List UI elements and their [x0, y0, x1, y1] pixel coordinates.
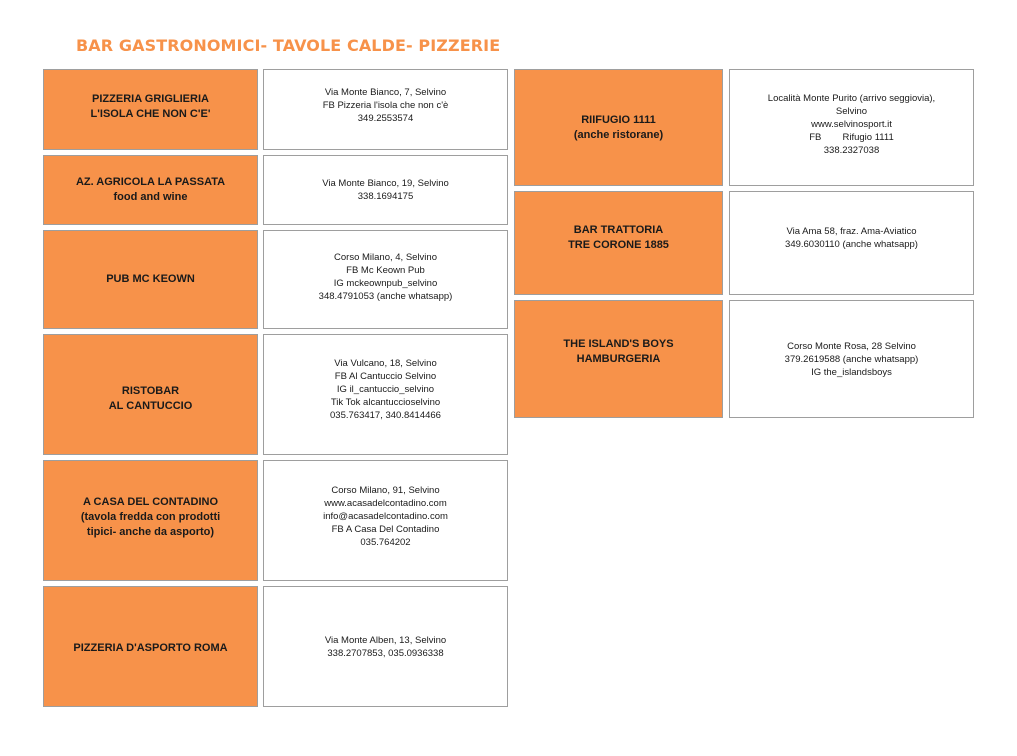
- venue-name-line: (anche ristorane): [573, 128, 664, 141]
- venue-info-cell-rifugio: [729, 69, 974, 186]
- venue-name-line: (tavola fredda con prodotti: [80, 511, 221, 523]
- venue-name-cell-roma: [43, 586, 258, 707]
- venue-instagram: IG the_islandsboys: [811, 366, 892, 378]
- venue-address: Via Monte Bianco, 19, Selvino: [322, 178, 449, 189]
- venue-address: Via Monte Alben, 13, Selvino: [324, 634, 447, 646]
- venue-address: Via Monte Bianco, 7, Selvino: [324, 87, 447, 98]
- venue-address: Corso Milano, 91, Selvino: [331, 485, 440, 496]
- venue-name-line: food and wine: [113, 191, 188, 203]
- venue-name-cell-cantuccio: [43, 334, 258, 455]
- venue-name-cell-isola: [43, 69, 258, 150]
- venue-name-cell-islands-boys: [514, 300, 723, 418]
- venue-phone: 338.2707853, 035.0936338: [327, 647, 444, 659]
- venue-name-line: HAMBURGERIA: [576, 353, 661, 365]
- venue-name-line: TRE CORONE 1885: [568, 239, 669, 251]
- venue-name-line: A CASA DEL CONTADINO: [82, 496, 219, 508]
- venue-info-cell-roma: [263, 586, 508, 707]
- venue-info-cell-passata: [263, 155, 508, 225]
- venue-name-cell-rifugio: [514, 69, 723, 186]
- venue-name-cell-passata: [43, 155, 258, 225]
- venue-name-cell-tre-corone: [514, 191, 723, 295]
- page-title: BAR GASTRONOMICI- TAVOLE CALDE- PIZZERIE: [76, 36, 501, 55]
- venue-phone: 035.764202: [360, 537, 411, 548]
- venue-facebook: FB Pizzeria l'isola che non c'è: [322, 100, 449, 111]
- venue-name-line: L'ISOLA CHE NON C'E': [90, 107, 211, 120]
- venue-name-line: THE ISLAND'S BOYS: [563, 338, 674, 350]
- venue-facebook: FB A Casa Del Contadino: [331, 524, 440, 535]
- venue-name-line: RISTOBAR: [121, 384, 180, 397]
- venue-phone: 349.6030110 (anche whatsapp): [785, 239, 918, 250]
- venue-name-cell-contadino: [43, 460, 258, 581]
- venue-instagram: IG mckeownpub_selvino: [333, 277, 438, 289]
- venue-phone: 379.2619588 (anche whatsapp): [784, 353, 919, 365]
- venue-facebook: FB Rifugio 1111: [809, 132, 894, 143]
- venue-phone: 348.4791053 (anche whatsapp): [318, 290, 453, 302]
- venue-info-cell-contadino: [263, 460, 508, 581]
- venue-address-town: Selvino: [835, 106, 868, 117]
- venue-name-line: PIZZERIA D'ASPORTO ROMA: [73, 642, 228, 654]
- venue-website: www.selvinosport.it: [811, 119, 892, 130]
- venue-name-line: AL CANTUCCIO: [108, 399, 193, 412]
- venue-name-line: tipici- anche da asporto): [86, 526, 215, 538]
- venue-info-cell-tre-corone: [729, 191, 974, 295]
- venue-phone: 035.763417, 340.8414466: [330, 410, 441, 421]
- venue-name-line: AZ. AGRICOLA LA PASSATA: [75, 176, 226, 188]
- venue-name-line: BAR TRATTORIA: [573, 224, 664, 236]
- venue-name-line: RIIFUGIO 1111: [581, 113, 656, 126]
- venue-facebook: FB Al Cantuccio Selvino: [334, 371, 437, 382]
- venue-email: info@acasadelcontadino.com: [323, 511, 448, 522]
- venue-name-line: PUB MC KEOWN: [106, 273, 195, 285]
- venue-name-line: PIZZERIA GRIGLIERIA: [92, 92, 209, 105]
- venue-facebook: FB Mc Keown Pub: [346, 264, 425, 276]
- venue-info-cell-mckeown: [263, 230, 508, 329]
- venue-instagram: IG il_cantuccio_selvino: [336, 384, 435, 395]
- venue-address: Via Ama 58, fraz. Ama-Aviatico: [786, 226, 917, 237]
- venue-phone: 349.2553574: [357, 113, 414, 124]
- venue-website: www.acasadelcontadino.com: [324, 498, 447, 509]
- venue-info-cell-islands-boys: [729, 300, 974, 418]
- venue-tiktok: Tik Tok alcantuccioselvino: [330, 397, 441, 408]
- venue-address: Località Monte Purito (arrivo seggiovia),: [767, 93, 936, 104]
- venue-address: Corso Milano, 4, Selvino: [334, 251, 437, 263]
- venue-info-cell-isola: [263, 69, 508, 150]
- venue-name-cell-mckeown: [43, 230, 258, 329]
- venue-address: Via Vulcano, 18, Selvino: [334, 358, 437, 369]
- venue-phone: 338.2327038: [823, 145, 880, 156]
- venue-info-cell-cantuccio: [263, 334, 508, 455]
- venue-address: Corso Monte Rosa, 28 Selvino: [787, 340, 916, 352]
- venue-phone: 338.1694175: [357, 191, 414, 202]
